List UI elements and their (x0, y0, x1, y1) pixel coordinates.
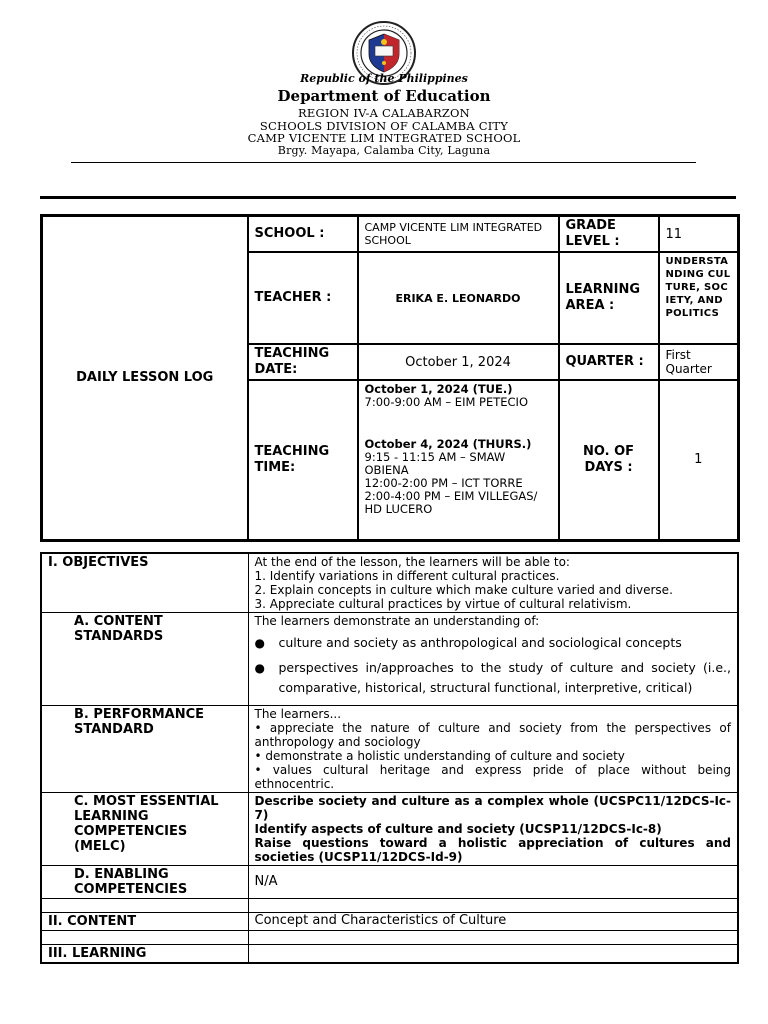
grade-level-value: 11 (659, 216, 739, 253)
division-line: SCHOOLS DIVISION OF CALAMBA CITY (259, 119, 509, 133)
quarter-label: QUARTER : (559, 344, 659, 380)
melc-item: Describe society and culture as a complex whole (UCSPC11/12DCS-Ic-7) (254, 794, 731, 822)
grade-level-label: GRADE LEVEL : (559, 216, 659, 253)
address-line: Brgy. Mayapa, Calamba City, Laguna (277, 144, 491, 157)
teaching-time-label: TEACHING TIME: (248, 380, 358, 540)
content-value: Concept and Characteristics of Culture (248, 913, 738, 931)
performance-item: • demonstrate a holistic understanding of culture and society (254, 749, 625, 763)
no-of-days-value: 1 (659, 380, 739, 540)
content-standards-intro: The learners demonstrate an understanding of: (254, 614, 540, 628)
objective-item: 1. Identify variations in different cultural practices. (254, 569, 560, 583)
performance-intro: The learners... (254, 707, 342, 721)
melc-label: C. MOST ESSENTIAL LEARNING COMPETENCIES (MELC) (41, 793, 248, 866)
day2-slot1: 9:15 - 11:15 AM – SMAW OBIENA (364, 450, 506, 477)
school-line: CAMP VICENTE LIM INTEGRATED SCHOOL (247, 131, 521, 145)
melc-content (248, 793, 738, 866)
performance-standard-label: B. PERFORMANCE STANDARD (41, 706, 248, 793)
enabling-competencies-label: D. ENABLING COMPETENCIES (41, 866, 248, 899)
day1-heading: October 1, 2024 (TUE.) (364, 382, 513, 396)
republic-line: Republic of the Philippines (300, 72, 468, 85)
teaching-time-value (358, 380, 559, 540)
performance-item: • values cultural heritage and express pride of place without being ethnocentric. (254, 763, 731, 791)
content-label: II. CONTENT (41, 913, 248, 931)
performance-item: • appreciate the nature of culture and society from the perspectives of anthropology and sociology (254, 721, 731, 749)
objectives-intro: At the end of the lesson, the learners will be able to: (254, 555, 570, 569)
content-standard-bullet: ● culture and society as anthropological and sociological concepts (255, 633, 732, 653)
teaching-date-label: TEACHING DATE: (248, 344, 358, 380)
content-standard-bullet: ● perspectives in/approaches to the study of culture and society (i.e., comparative, historical, structural functional, interpretive, critical) (255, 658, 732, 702)
performance-standard-content (248, 706, 738, 793)
learning-label: III. LEARNING (41, 945, 248, 964)
lesson-info-table (40, 214, 740, 542)
header-divider (71, 162, 696, 163)
teacher-label: TEACHER : (248, 252, 358, 344)
objectives-label: I. OBJECTIVES (41, 553, 248, 613)
spacer-cell (248, 931, 738, 945)
teaching-date-value: October 1, 2024 (358, 344, 559, 380)
learning-value (248, 945, 738, 964)
teacher-value: ERIKA E. LEONARDO (358, 252, 559, 344)
objective-item: 3. Appreciate cultural practices by virtue of cultural relativism. (254, 597, 632, 611)
section-divider (40, 196, 736, 199)
region-line: REGION IV-A CALABARZON (298, 106, 470, 120)
spacer-cell (248, 899, 738, 913)
enabling-competencies-value: N/A (248, 866, 738, 899)
content-standards-label: A. CONTENT STANDARDS (41, 613, 248, 706)
spacer-cell (41, 931, 248, 945)
quarter-value: First Quarter (659, 344, 739, 380)
learning-area-value: UNDERSTANDING CULTURE, SOCIETY, AND POLITICS (659, 252, 739, 344)
content-standards-content (248, 613, 738, 706)
school-value: CAMP VICENTE LIM INTEGRATED SCHOOL (358, 216, 559, 253)
no-of-days-label: NO. OF DAYS : (559, 380, 659, 540)
learning-area-label: LEARNING AREA : (559, 252, 659, 344)
department-name: Department of Education (277, 87, 491, 105)
day1-slot: 7:00-9:00 AM – EIM PETECIO (364, 395, 529, 409)
objectives-table (40, 552, 739, 964)
spacer-cell (41, 899, 248, 913)
day2-slot3: 2:00-4:00 PM – EIM VILLEGAS/ HD LUCERO (364, 489, 538, 516)
day2-heading: October 4, 2024 (THURS.) (364, 437, 532, 451)
objectives-content (248, 553, 738, 613)
melc-item: Identify aspects of culture and society (UCSP11/12DCS-Ic-8) (254, 822, 662, 836)
melc-item: Raise questions toward a holistic appreciation of cultures and societies (UCSP11/12DCS-Id-9) (254, 836, 731, 864)
school-label: SCHOOL : (248, 216, 358, 253)
objective-item: 2. Explain concepts in culture which make culture varied and diverse. (254, 583, 673, 597)
daily-lesson-log-title: DAILY LESSON LOG (42, 216, 248, 541)
day2-slot2: 12:00-2:00 PM – ICT TORRE (364, 476, 523, 490)
